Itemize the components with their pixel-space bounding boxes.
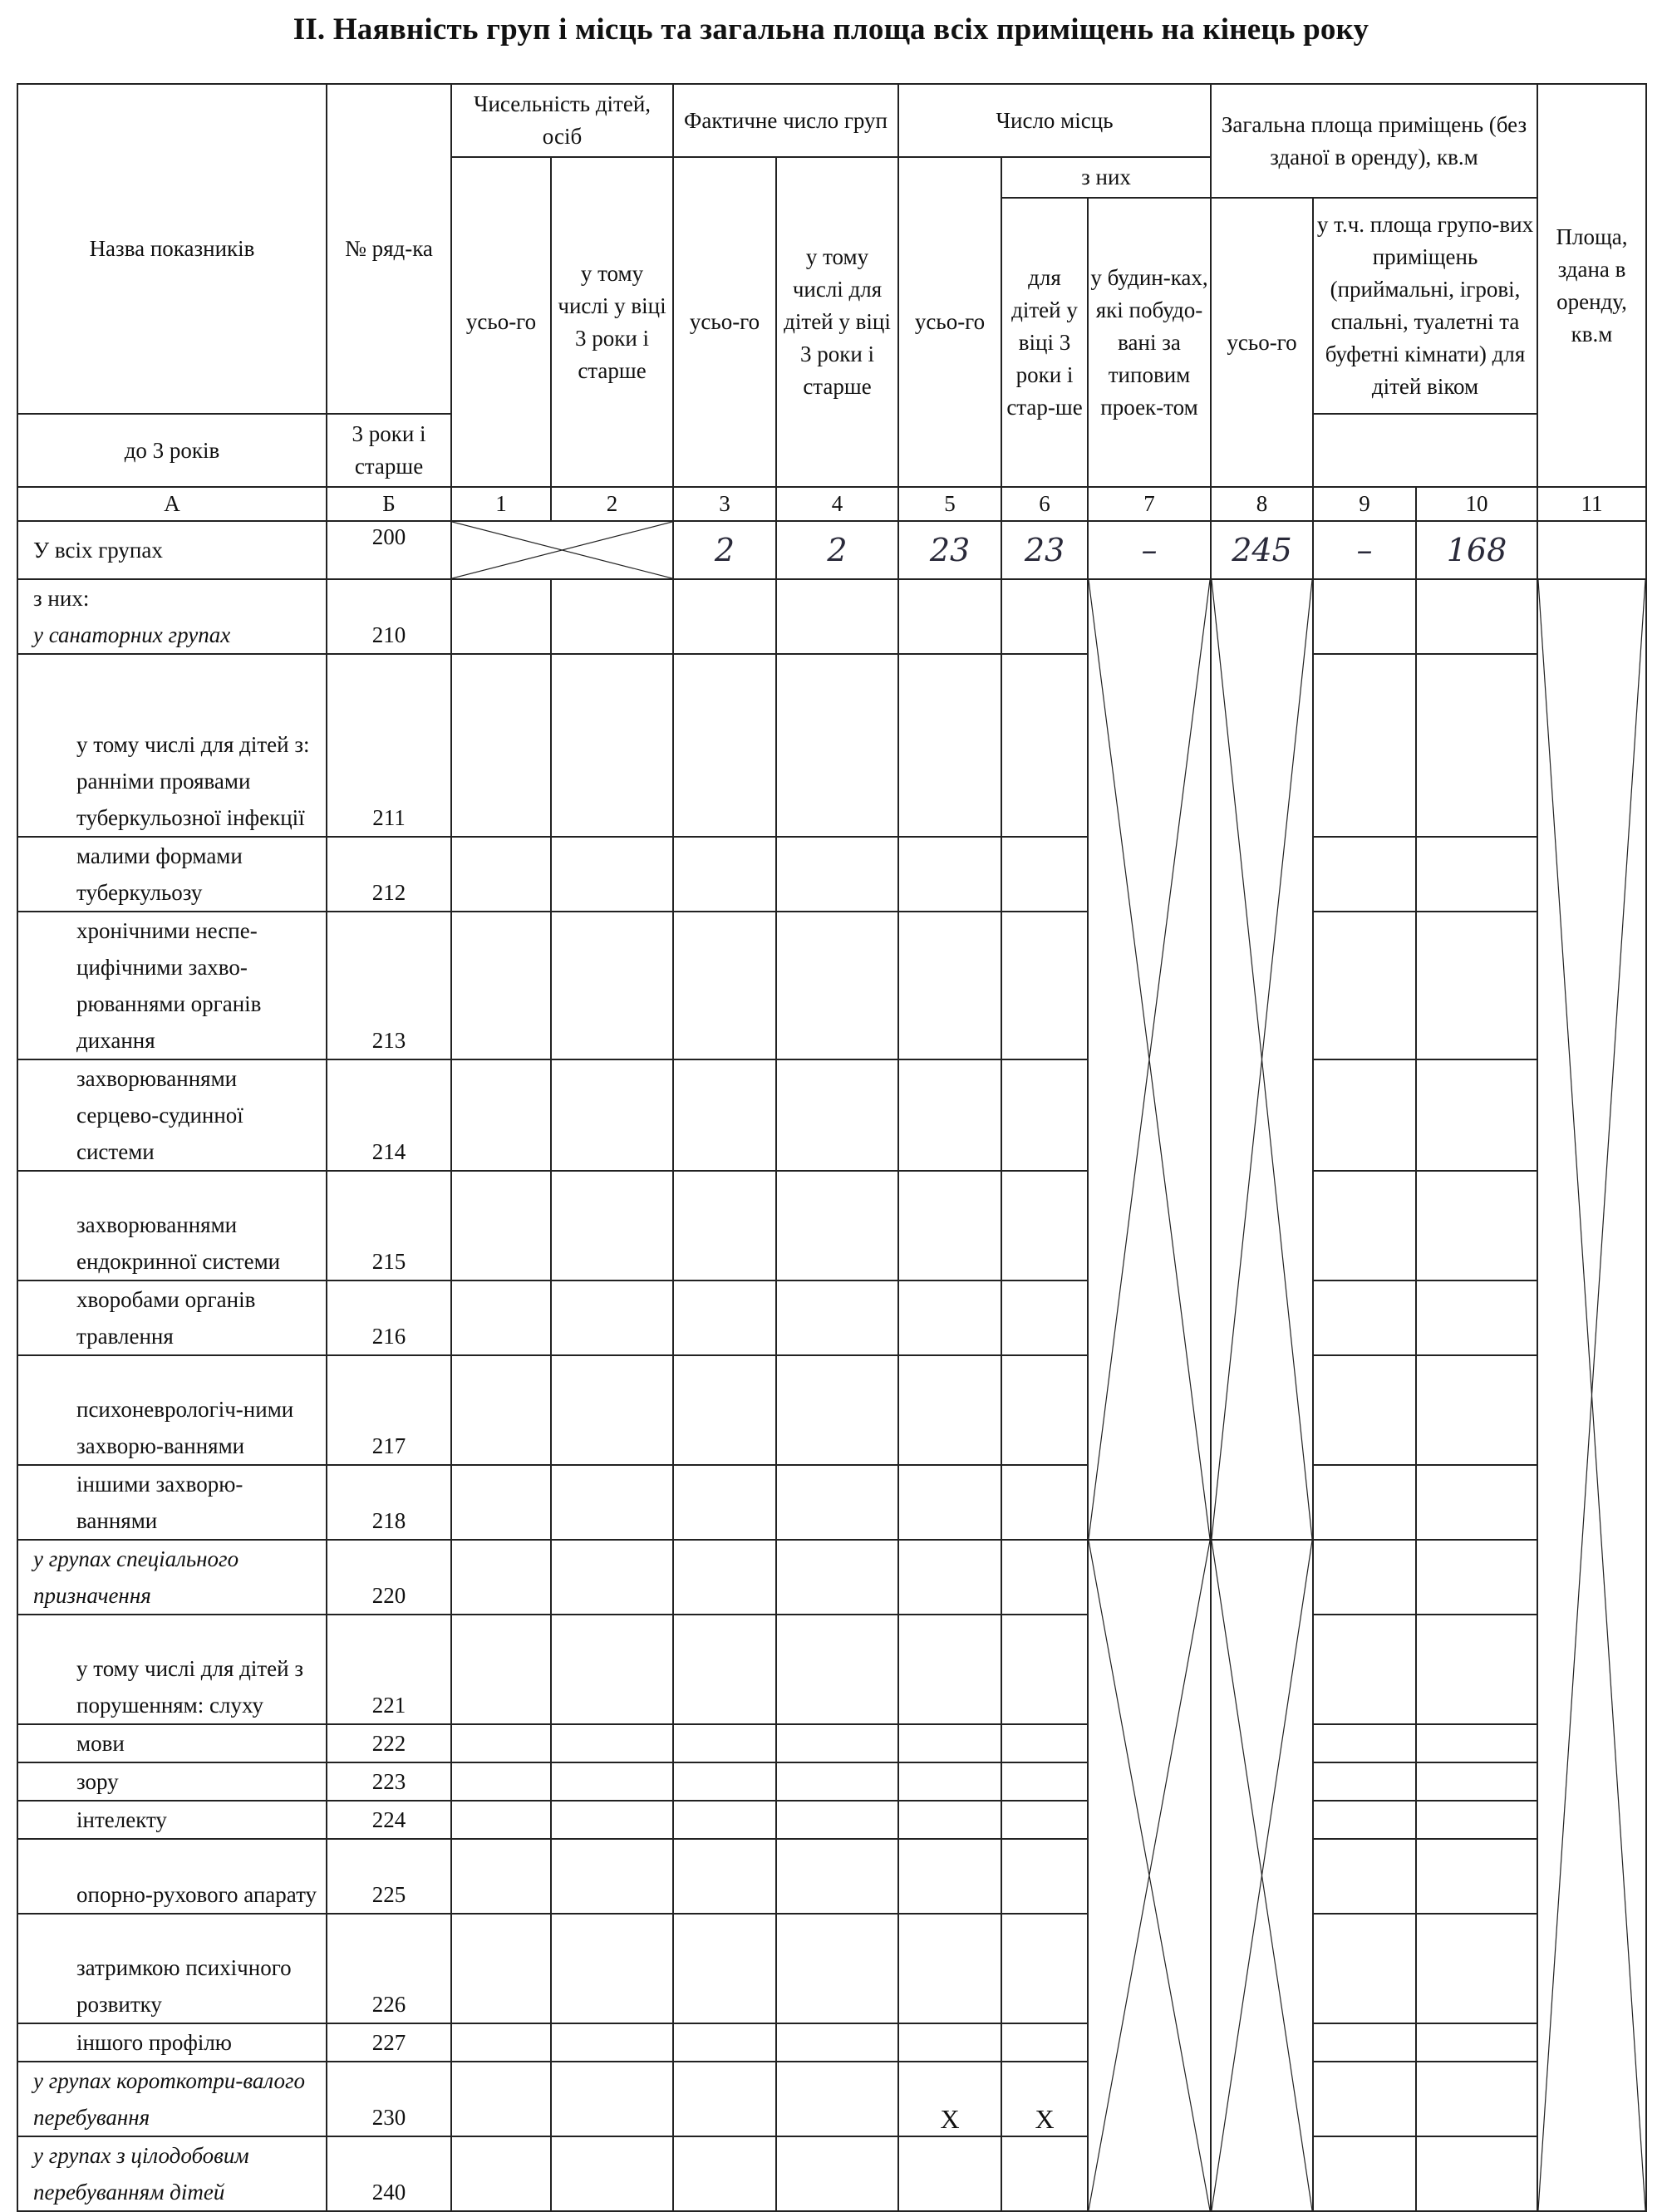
row-code-220: 220	[327, 1540, 451, 1615]
table-row	[17, 1281, 1646, 1355]
header-places: Число місць	[898, 84, 1211, 157]
row-name-220: у групах спеціального призначення	[17, 1540, 327, 1615]
value-200-c9: –	[1313, 521, 1416, 579]
col-num-8: 8	[1211, 487, 1313, 521]
row-code-225: 225	[327, 1839, 451, 1914]
col-num-1: 1	[451, 487, 551, 521]
crossed-cell	[1211, 1540, 1313, 2211]
crossed-cell	[451, 521, 673, 579]
row-name-221: у тому числі для дітей з порушенням: слуху	[17, 1615, 327, 1724]
header-groups: Фактичне число груп	[673, 84, 898, 157]
cross-mark	[1538, 580, 1645, 2210]
row-name-226: затримкою психічного розвитку	[17, 1914, 327, 2023]
table-row	[17, 1171, 1646, 1281]
col-num-11: 11	[1537, 487, 1646, 521]
table-row	[17, 654, 1646, 837]
row-code-210: 210	[327, 579, 451, 654]
row-code-214: 214	[327, 1059, 451, 1171]
header-area-total: усьо-го	[1211, 198, 1313, 487]
table-row	[17, 1540, 1646, 1615]
row-code-240: 240	[327, 2136, 451, 2211]
column-numbers-row	[17, 487, 1646, 521]
row-code-217: 217	[327, 1355, 451, 1465]
value-200-c7: –	[1088, 521, 1211, 579]
crossed-cell	[1537, 579, 1646, 2211]
row-code-224: 224	[327, 1801, 451, 1839]
crossed-cell	[1211, 579, 1313, 1540]
row-name-225: опорно-рухового апарату	[17, 1839, 327, 1914]
value-200-c5: 23	[898, 521, 1001, 579]
value-200-c10: 168	[1416, 521, 1537, 579]
row-name-214: захворюваннями серцево-судинної системи	[17, 1059, 327, 1171]
table-row	[17, 1465, 1646, 1540]
row-name-224: інтелекту	[17, 1801, 327, 1839]
row-name-227: іншого профілю	[17, 2023, 327, 2062]
table-row	[17, 912, 1646, 1059]
row-code-227: 227	[327, 2023, 451, 2062]
row-name-211: у тому числі для дітей з: ранніми проявами туберкульозної інфекції	[17, 654, 327, 837]
row-code-213: 213	[327, 912, 451, 1059]
header-area-group: у т.ч. площа групо-вих приміщень (приймальні, ігрові, спальні, туалетні та буфетні кімнати) для дітей віком	[1313, 198, 1537, 414]
cross-mark	[1089, 580, 1210, 1539]
header-name: Назва показників	[17, 84, 327, 414]
header-places-of-them: з них	[1001, 157, 1211, 198]
table-row	[17, 1762, 1646, 1801]
col-num-3: 3	[673, 487, 776, 521]
col-num-5: 5	[898, 487, 1001, 521]
row-code-211: 211	[327, 654, 451, 837]
table-row	[17, 521, 1646, 579]
value-200-c8: 245	[1211, 521, 1313, 579]
header-code: № ряд-ка	[327, 84, 451, 414]
table-row	[17, 2023, 1646, 2062]
cross-mark	[452, 522, 672, 578]
header-children-3plus: у тому числі у віці 3 роки і старше	[551, 157, 673, 487]
header-places-typical: у будин-ках, які побудо-вані за типовим проек-том	[1088, 198, 1211, 487]
header-children: Чисельність дітей, осіб	[451, 84, 673, 157]
col-num-2: 2	[551, 487, 673, 521]
header-places-total: усьо-го	[898, 157, 1001, 487]
row-code-223: 223	[327, 1762, 451, 1801]
col-letter-a: А	[17, 487, 327, 521]
table-row	[17, 2136, 1646, 2211]
row-name-210	[17, 579, 327, 654]
col-letter-b: Б	[327, 487, 451, 521]
row-name-212: малими формами туберкульозу	[17, 837, 327, 912]
row-name-215: захворюваннями ендокринної системи	[17, 1171, 327, 1281]
row-code-215: 215	[327, 1171, 451, 1281]
row-name-222: мови	[17, 1724, 327, 1762]
page-title: ІІ. Наявність груп і місць та загальна площа всіх приміщень на кінець року	[293, 12, 1369, 47]
row-name-240: у групах з цілодобовим перебуванням дітей	[17, 2136, 327, 2211]
row-name-223: зору	[17, 1762, 327, 1801]
table-row	[17, 1801, 1646, 1839]
row-code-212: 212	[327, 837, 451, 912]
row-pre-210: з них:	[33, 586, 90, 611]
header-groups-total: усьо-го	[673, 157, 776, 487]
table-row	[17, 2062, 1646, 2136]
col-num-4: 4	[776, 487, 898, 521]
row-code-222: 222	[327, 1724, 451, 1762]
value-200-c6: 23	[1001, 521, 1088, 579]
row-name-218: іншими захворю-ваннями	[17, 1465, 327, 1540]
row-name-213: хронічними неспе-цифічними захво-рюваннями органів дихання	[17, 912, 327, 1059]
row-code-230: 230	[327, 2062, 451, 2136]
value-230-c5: Х	[898, 2062, 1001, 2136]
row-code-226: 226	[327, 1914, 451, 2023]
table-row	[17, 1059, 1646, 1171]
header-groups-3plus: у тому числі для дітей у віці 3 роки і старше	[776, 157, 898, 487]
header-age3older: 3 роки і старше	[327, 414, 451, 487]
row-name-217: психоневрологіч-ними захворю-ваннями	[17, 1355, 327, 1465]
value-230-c6: Х	[1001, 2062, 1088, 2136]
value-200-c4: 2	[776, 521, 898, 579]
row-code-216: 216	[327, 1281, 451, 1355]
row-label-210: у санаторних групах	[33, 622, 231, 647]
header-under3: до 3 років	[17, 414, 327, 487]
col-num-9: 9	[1313, 487, 1416, 521]
header-area: Загальна площа приміщень (без зданої в оренду), кв.м	[1211, 84, 1537, 198]
row-name-200: У всіх групах	[17, 521, 327, 579]
table-row	[17, 1615, 1646, 1724]
crossed-cell	[1088, 579, 1211, 1540]
col-num-10: 10	[1416, 487, 1537, 521]
cross-mark	[1089, 1541, 1210, 2210]
groups-places-table	[17, 83, 1647, 2212]
row-code-221: 221	[327, 1615, 451, 1724]
table-row	[17, 1355, 1646, 1465]
col-num-7: 7	[1088, 487, 1211, 521]
header-children-total: усьо-го	[451, 157, 551, 487]
header-places-3plus: для дітей у віці 3 роки і стар-ше	[1001, 198, 1088, 487]
row-name-230: у групах короткотри-валого перебування	[17, 2062, 327, 2136]
table-row	[17, 579, 1646, 654]
row-name-216: хворобами органів травлення	[17, 1281, 327, 1355]
table-row	[17, 1839, 1646, 1914]
table-row	[17, 1914, 1646, 2023]
col-num-6: 6	[1001, 487, 1088, 521]
table-row	[17, 837, 1646, 912]
row-code-200: 200	[327, 521, 451, 579]
cross-mark	[1212, 1541, 1312, 2210]
table-row	[17, 1724, 1646, 1762]
crossed-cell	[1088, 1540, 1211, 2211]
header-rented: Площа, здана в оренду, кв.м	[1537, 84, 1646, 487]
row-code-218: 218	[327, 1465, 451, 1540]
cross-mark	[1212, 580, 1312, 1539]
value-200-c11	[1537, 521, 1646, 579]
value-200-c3: 2	[673, 521, 776, 579]
